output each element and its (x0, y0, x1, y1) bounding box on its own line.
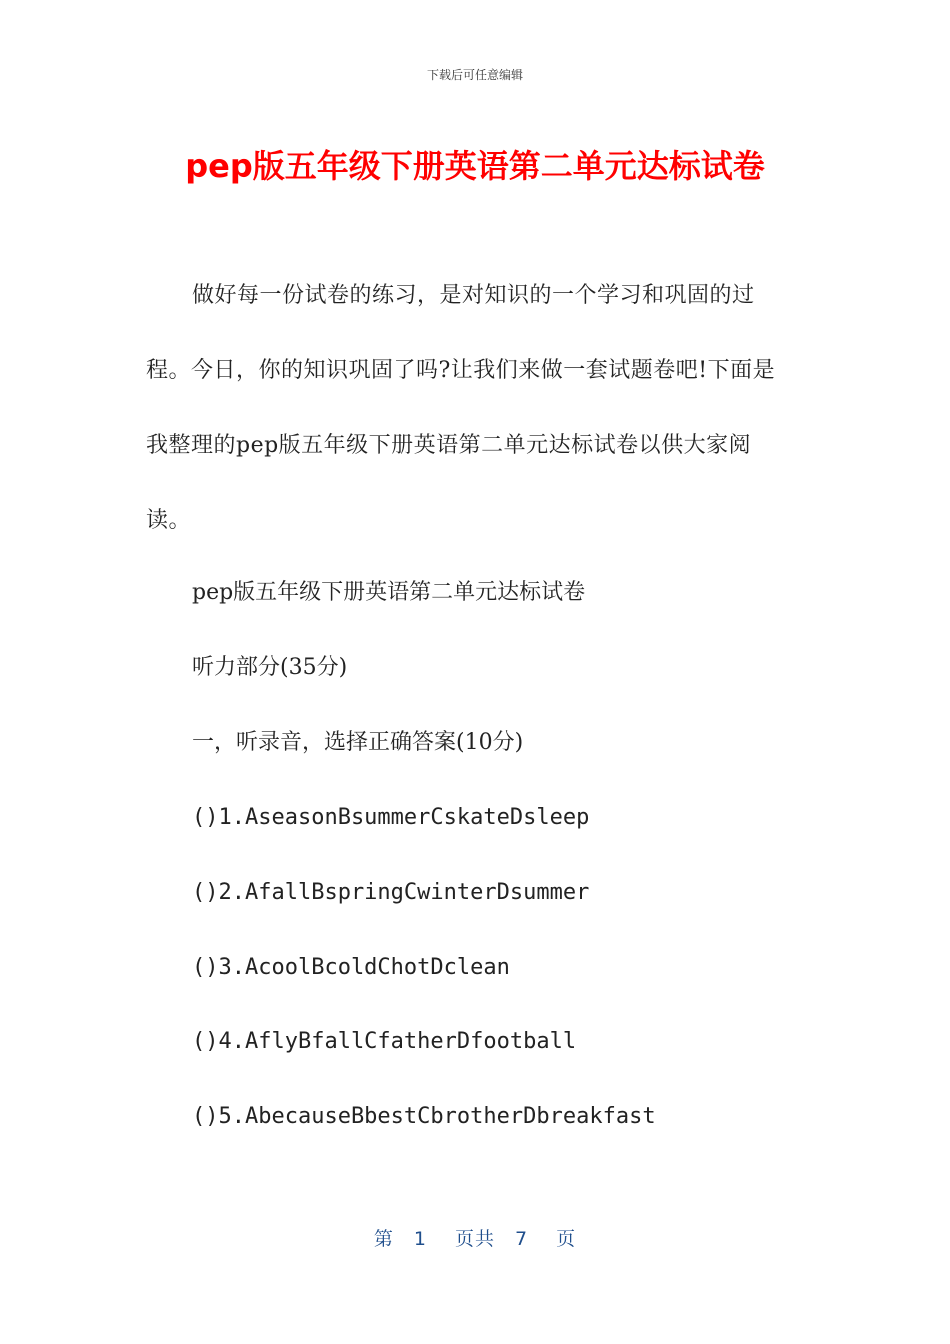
page-label-mid: 页共 (454, 1228, 495, 1250)
question-item: ()2.AfallBspringCwinterDsummer (192, 880, 590, 905)
document-title: pep版五年级下册英语第二单元达标试卷 (185, 147, 765, 185)
total-pages: 7 (515, 1228, 529, 1250)
intro-paragraph: 做好每一份试卷的练习，是对知识的一个学习和巩固的过程。今日，你的知识巩固了吗?让我们来做一套试题卷吧!下面是我整理的pep版五年级下册英语第二单元达标试卷以供大家阅读。 (146, 283, 776, 533)
header-note: 下载后可任意编辑 (426, 68, 523, 82)
question-item: ()1.AseasonBsummerCskateDsleep (192, 805, 590, 830)
question-item: ()5.AbecauseBbestCbrotherDbreakfast (192, 1104, 656, 1129)
section-title: pep版五年级下册英语第二单元达标试卷 (192, 580, 586, 605)
part-heading: 听力部分(35分) (192, 655, 348, 680)
question-item: ()4.AflyBfallCfatherDfootball (192, 1029, 577, 1054)
page-footer (0, 1224, 950, 1251)
question-heading: 一，听录音，选择正确答案(10分) (192, 730, 524, 755)
page-label-suffix: 页 (556, 1228, 577, 1250)
question-item: ()3.AcoolBcoldChotDclean (192, 955, 510, 980)
page-label-prefix: 第 (373, 1228, 394, 1250)
page-number: 1 (413, 1228, 427, 1250)
